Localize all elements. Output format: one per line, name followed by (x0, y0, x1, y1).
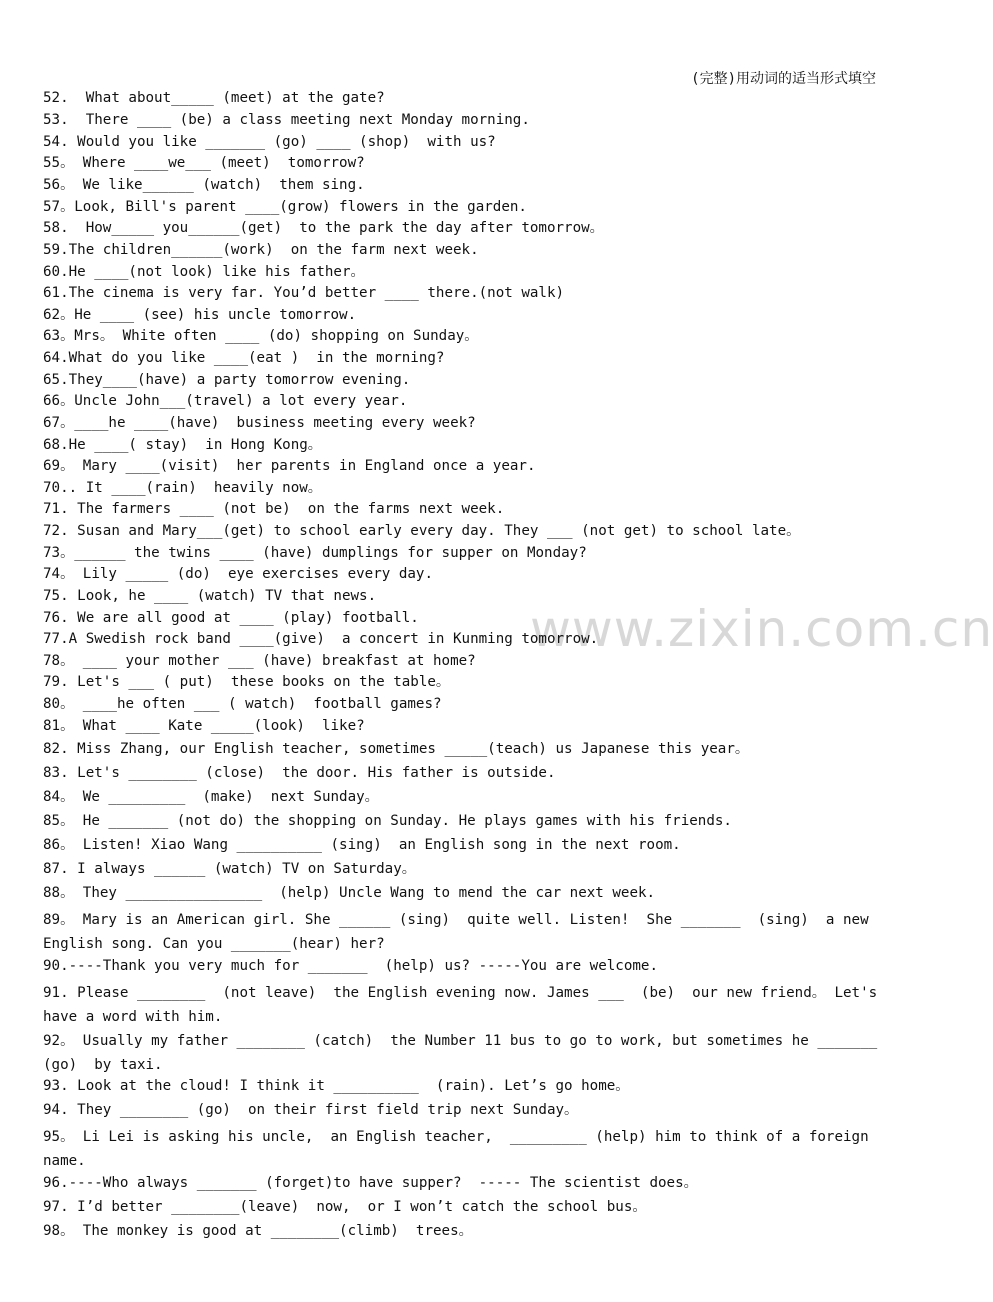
watermark: www.zixin.com.cn (530, 600, 993, 658)
exercise-line: 68.He ____( stay) in Hong Kong。 (43, 437, 322, 453)
exercise-line: 97. I’d better ________(leave) now, or I won’t catch the school bus。 (43, 1199, 647, 1215)
exercise-line: 96.----Who always _______ (forget)to have supper? ----- The scientist does。 (43, 1175, 698, 1191)
exercise-line: 52. What about_____ (meet) at the gate? (43, 90, 385, 106)
exercise-line: 81。 What ____ Kate _____(look) like? (43, 718, 365, 734)
page-header: (完整)用动词的适当形式填空 (691, 71, 876, 87)
exercise-line: 93. Look at the cloud! I think it __________ (rain). Let’s go home。 (43, 1078, 630, 1094)
exercise-line: 74。 Lily _____ (do) eye exercises every day. (43, 566, 434, 582)
exercise-line: 58. How_____ you______(get) to the park the day after tomorrow。 (43, 220, 604, 236)
exercise-line: 65.They____(have) a party tomorrow evening. (43, 372, 411, 388)
exercise-line: 84。 We _________ (make) next Sunday。 (43, 789, 379, 805)
exercise-line: 75. Look, he ____ (watch) TV that news. (43, 588, 377, 604)
exercise-line: 87. I always ______ (watch) TV on Saturday。 (43, 861, 416, 877)
exercise-line: 67。____he ____(have) business meeting every week? (43, 415, 476, 431)
exercise-line: 60.He ____(not look) like his father。 (43, 264, 365, 280)
exercise-line: 76. We are all good at ____ (play) football. (43, 610, 419, 626)
exercise-line: 83. Let's ________ (close) the door. His father is outside. (43, 765, 556, 781)
exercise-line: 69。 Mary ____(visit) her parents in England once a year. (43, 458, 536, 474)
exercise-line: 71. The farmers ____ (not be) on the farms next week. (43, 501, 505, 517)
exercise-line: 56。 We like______ (watch) them sing. (43, 177, 365, 193)
exercise-line: 54. Would you like _______ (go) ____ (shop) with us? (43, 134, 496, 150)
exercise-line: 55。 Where ____we___ (meet) tomorrow? (43, 155, 365, 171)
exercise-line: 91. Please ________ (not leave) the English evening now. James ___ (be) our new friend。 Let's have a word with him. (43, 985, 886, 1025)
exercise-line: 77.A Swedish rock band ____(give) a concert in Kunming tomorrow. (43, 631, 599, 647)
exercise-line: 64.What do you like ____(eat ) in the morning? (43, 350, 445, 366)
exercise-line: 70.. It ____(rain) heavily now。 (43, 480, 322, 496)
exercise-line: 61.The cinema is very far. You’d better ____ there.(not walk) (43, 285, 565, 301)
exercise-line: 79. Let's ___ ( put) these books on the table。 (43, 674, 451, 690)
exercise-line: 89。 Mary is an American girl. She ______ (sing) quite well. Listen! She _______ (sing) a new English song. Can you _______(hear) her? (43, 912, 878, 952)
exercise-line: 88。 They ________________ (help) Uncle Wang to mend the car next week. (43, 885, 656, 901)
exercise-line: 78。 ____ your mother ___ (have) breakfast at home? (43, 653, 476, 669)
exercise-line: 95。 Li Lei is asking his uncle, an English teacher, _________ (help) him to think of a foreign name. (43, 1129, 878, 1169)
exercise-line: 53. There ____ (be) a class meeting next Monday morning. (43, 112, 530, 128)
exercise-line: 98。 The monkey is good at ________(climb) trees。 (43, 1223, 473, 1239)
exercise-line: 59.The children______(work) on the farm next week. (43, 242, 479, 258)
exercise-line: 57。Look, Bill's parent ____(grow) flowers in the garden. (43, 199, 527, 215)
exercise-line: 72. Susan and Mary___(get) to school early every day. They ___ (not get) to school late。 (43, 523, 801, 539)
exercise-line: 66。Uncle John___(travel) a lot every year. (43, 393, 408, 409)
exercise-line: 86。 Listen! Xiao Wang __________ (sing) an English song in the next room. (43, 837, 681, 853)
exercise-line: 63。Mrs。 White often ____ (do) shopping on Sunday。 (43, 328, 479, 344)
exercise-line: 82. Miss Zhang, our English teacher, sometimes _____(teach) us Japanese this year。 (43, 741, 750, 757)
exercise-line: 73。______ the twins ____ (have) dumplings for supper on Monday? (43, 545, 587, 561)
exercise-line: 62。He ____ (see) his uncle tomorrow. (43, 307, 357, 323)
exercise-line: 85。 He _______ (not do) the shopping on Sunday. He plays games with his friends. (43, 813, 732, 829)
exercise-line: 90.----Thank you very much for _______ (help) us? -----You are welcome. (43, 958, 658, 974)
exercise-line: 80。 ____he often ___ ( watch) football games? (43, 696, 442, 712)
exercise-line: 92。 Usually my father ________ (catch) the Number 11 bus to go to work, but sometimes he _______ (go) by taxi. (43, 1033, 886, 1073)
exercise-line: 94. They ________ (go) on their first field trip next Sunday。 (43, 1102, 579, 1118)
